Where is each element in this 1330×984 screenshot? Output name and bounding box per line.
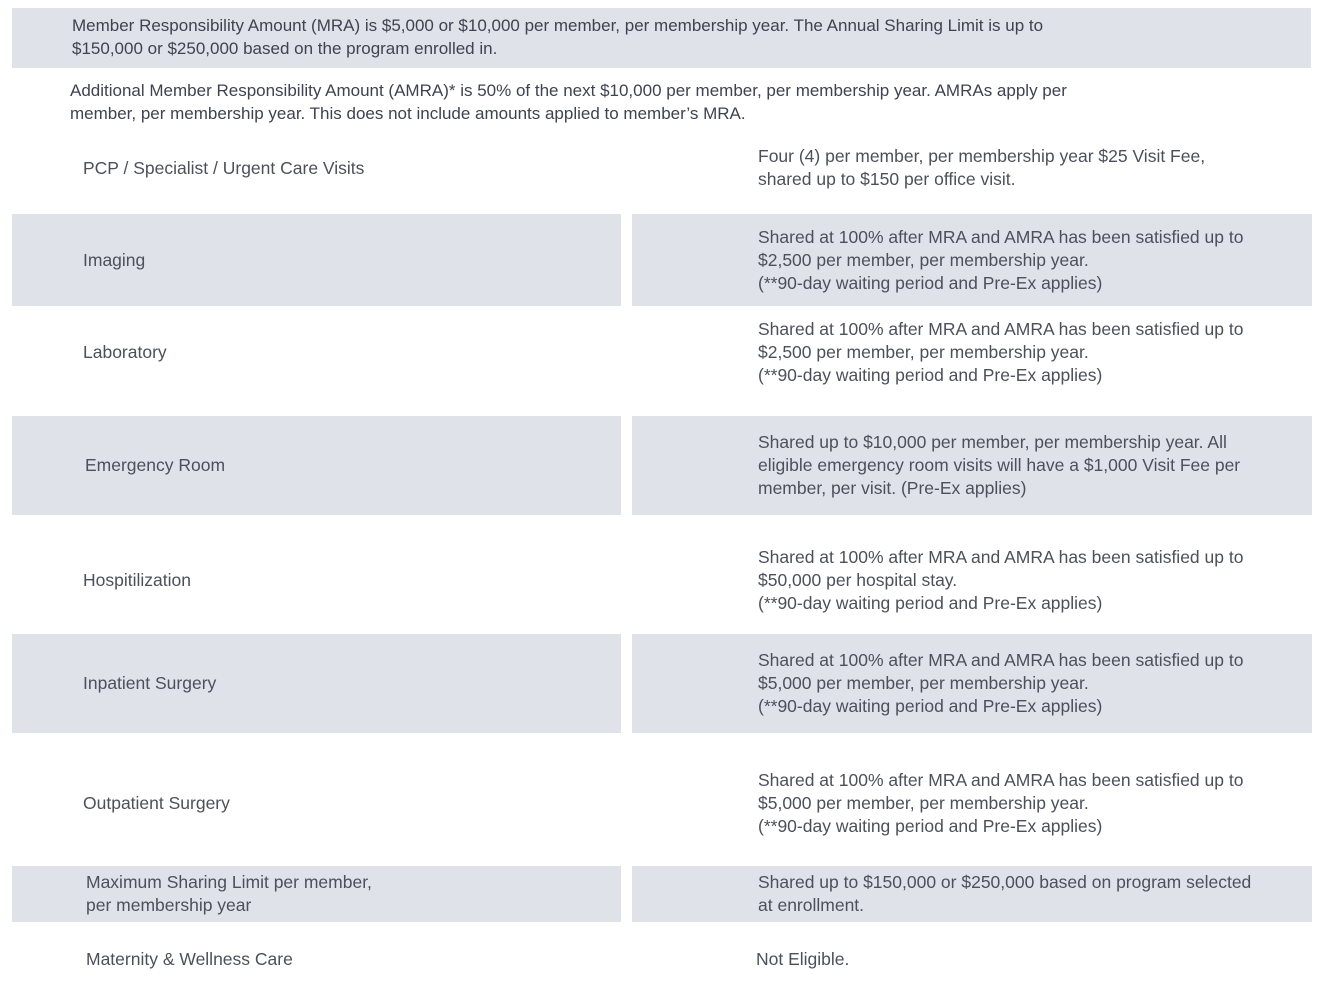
benefit-detail-line: (**90-day waiting period and Pre-Ex applies) [758, 272, 1103, 293]
benefit-label-line: Inpatient Surgery [83, 673, 217, 693]
benefit-label-line: Emergency Room [85, 455, 226, 475]
benefit-detail [758, 306, 1308, 398]
benefit-label [83, 306, 167, 398]
benefit-detail-line: $2,500 per member, per membership year. [758, 249, 1089, 270]
benefit-label [86, 934, 293, 984]
benefit-label [85, 416, 225, 515]
benefit-label [86, 866, 372, 922]
benefit-label [83, 214, 145, 306]
mra-intro-line: $150,000 or $250,000 based on the program enrolled in. [72, 39, 498, 58]
mra-intro-line: Member Responsibility Amount (MRA) is $5,000 or $10,000 per member, per membership year. The Annual Sharing Limit is up to [72, 16, 1044, 35]
benefit-detail-line: (**90-day waiting period and Pre-Ex applies) [758, 815, 1103, 836]
amra-intro-line: Additional Member Responsibility Amount (AMRA)* is 50% of the next $10,000 per member, per membership year. AMRAs apply per [70, 81, 1067, 100]
benefit-detail-line: Shared at 100% after MRA and AMRA has been satisfied up to [758, 226, 1244, 247]
benefit-detail [756, 934, 1306, 984]
benefit-detail-line: Shared up to $10,000 per member, per membership year. All [758, 432, 1227, 452]
benefit-label-line: Maximum Sharing Limit per member, [86, 872, 372, 892]
benefit-label [83, 136, 364, 200]
benefit-detail-line: Shared at 100% after MRA and AMRA has been satisfied up to [758, 769, 1244, 790]
benefit-label [83, 530, 191, 630]
benefit-label-line: PCP / Specialist / Urgent Care Visits [83, 157, 365, 178]
benefit-detail [758, 634, 1308, 733]
amra-intro-line: member, per membership year. This does not include amounts applied to member’s MRA. [70, 104, 746, 123]
benefit-detail-line: $2,500 per member, per membership year. [758, 341, 1089, 362]
benefit-detail-line: (**90-day waiting period and Pre-Ex applies) [758, 696, 1103, 716]
amra-intro [12, 79, 1311, 127]
benefit-detail [758, 866, 1308, 922]
benefit-detail-line: Shared at 100% after MRA and AMRA has been satisfied up to [758, 318, 1244, 339]
benefit-detail-line: Shared at 100% after MRA and AMRA has been satisfied up to [758, 650, 1244, 670]
benefit-detail [758, 136, 1308, 200]
benefit-label-line: Outpatient Surgery [83, 792, 230, 813]
benefit-detail-line: (**90-day waiting period and Pre-Ex applies) [758, 592, 1103, 613]
benefit-detail [758, 750, 1308, 856]
benefit-detail-line: $50,000 per hospital stay. [758, 569, 958, 590]
benefit-label-line: Hospitilization [83, 569, 191, 590]
benefit-label-line: Imaging [83, 249, 146, 270]
benefit-detail-line: $5,000 per member, per membership year. [758, 792, 1089, 813]
benefit-detail-line: $5,000 per member, per membership year. [758, 673, 1089, 693]
benefit-detail-line: Four (4) per member, per membership year $25 Visit Fee, [758, 146, 1206, 166]
benefit-detail-line: Not Eligible. [756, 948, 850, 969]
benefit-detail [758, 530, 1308, 630]
benefit-label [83, 634, 216, 733]
benefit-label-line: per membership year [86, 895, 252, 915]
benefit-label-line: Laboratory [83, 341, 167, 362]
benefit-detail-line: eligible emergency room visits will have a $1,000 Visit Fee per [758, 455, 1241, 475]
benefit-label-line: Maternity & Wellness Care [86, 948, 293, 969]
benefit-detail [758, 214, 1308, 306]
benefit-detail [758, 416, 1308, 515]
mra-intro [12, 8, 1311, 68]
benefit-detail-line: (**90-day waiting period and Pre-Ex applies) [758, 364, 1103, 385]
benefit-detail-line: shared up to $150 per office visit. [758, 169, 1016, 189]
benefit-detail-line: member, per visit. (Pre-Ex applies) [758, 478, 1027, 498]
benefit-label [83, 750, 230, 856]
benefit-detail-line: Shared up to $150,000 or $250,000 based on program selected [758, 872, 1252, 892]
benefit-detail-line: at enrollment. [758, 895, 865, 915]
benefit-detail-line: Shared at 100% after MRA and AMRA has been satisfied up to [758, 546, 1244, 567]
